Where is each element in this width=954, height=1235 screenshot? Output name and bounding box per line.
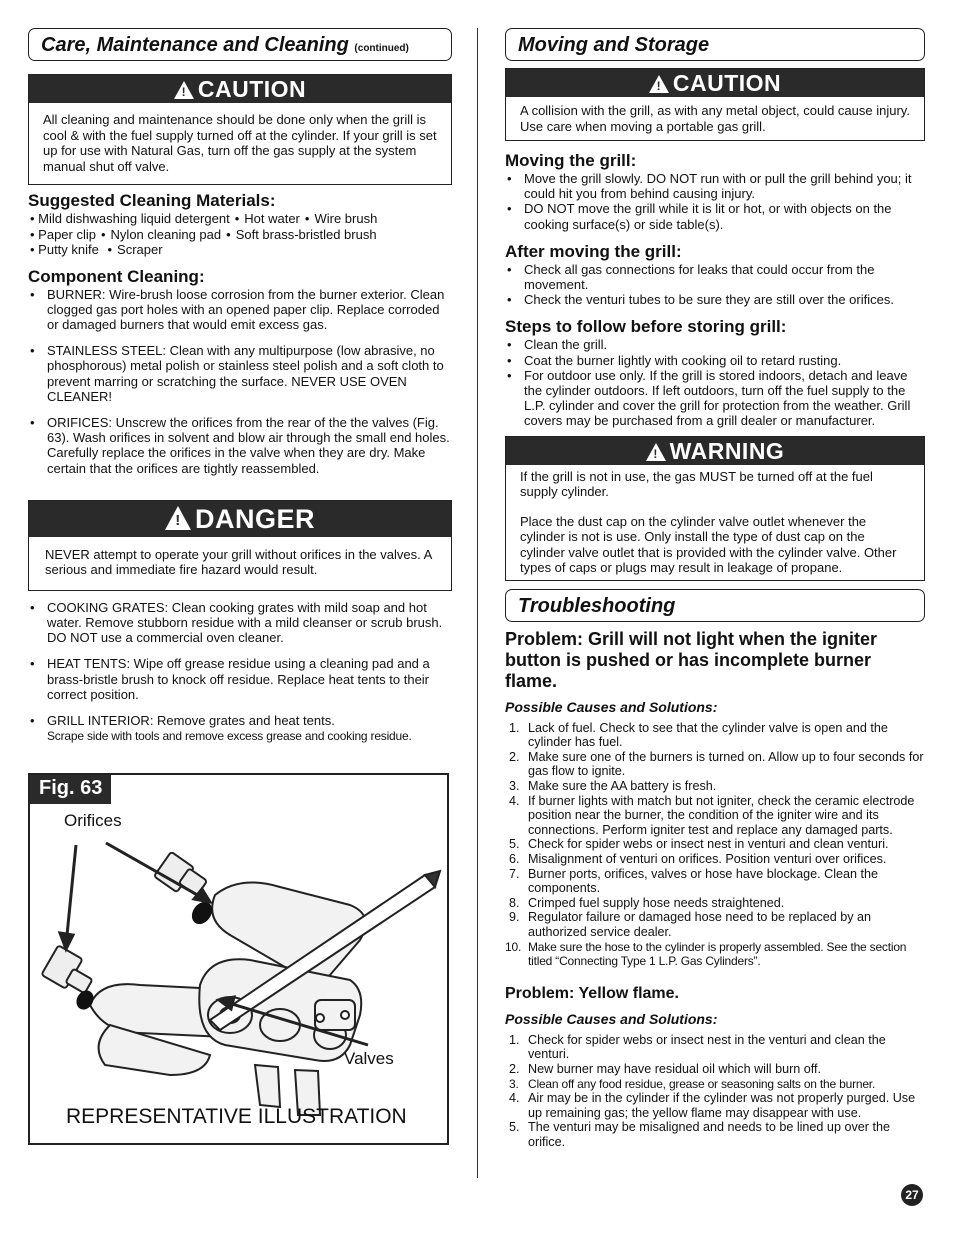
materials-list	[28, 211, 452, 258]
list-text: New burner may have residual oil which will burn off.	[528, 1061, 822, 1076]
warning-bar: !WARNING	[506, 437, 924, 465]
warning-box	[505, 436, 925, 581]
more-cleaning-list	[28, 600, 452, 745]
materials-heading: Suggested Cleaning Materials:	[28, 191, 276, 210]
list-number: 2.	[509, 749, 520, 764]
list-number: 2.	[509, 1061, 520, 1076]
materials-row: • Mild dishwashing liquid detergent • Hot water • Wire brush	[30, 211, 378, 226]
list-number: 9.	[509, 910, 520, 925]
list-number: 7.	[509, 866, 520, 881]
list-text: Air may be in the cylinder if the cylinder was not properly purged. Use up remaining gas; the yellow flame may disappear with use.	[528, 1091, 916, 1120]
list-item	[505, 910, 925, 939]
caution-text: All cleaning and maintenance should be done only when the grill is cool & with the fuel supply turned off at the cylinder. If your grill is set up for use with Natural Gas, turn off the gas supply at the system manual shut off valve.	[43, 112, 437, 174]
moving-heading: Moving the grill:	[505, 151, 637, 170]
list-number: 5.	[509, 1120, 520, 1135]
list-item	[505, 779, 925, 794]
caution-box-moving	[505, 68, 925, 141]
troubleshooting-header: Troubleshooting	[505, 589, 925, 622]
list-item: • Check the venturi tubes to be sure they are still over the orifices.	[505, 292, 925, 307]
list-item: • Coat the burner lightly with cooking oil to retard rusting.	[505, 353, 925, 368]
list-text: Regulator failure or damaged hose need to be replaced by an authorized service dealer.	[528, 910, 872, 939]
list-item	[505, 750, 925, 779]
list-text: Make sure one of the burners is turned on. Allow up to four seconds for gas flow to ignite.	[528, 749, 924, 779]
list-item: • GRILL INTERIOR: Remove grates and heat tents. Scrape side with tools and remove excess grease and cooking residue.	[28, 713, 452, 744]
list-number: 3.	[509, 1076, 519, 1091]
list-item	[505, 1062, 925, 1077]
list-item: • DO NOT move the grill while it is lit or hot, or with objects on the cooking surface(s) or side table(s).	[505, 201, 925, 231]
problem-1-list	[505, 721, 925, 969]
list-item: • COOKING GRATES: Clean cooking grates with mild soap and hot water. Remove stubborn residue with a mild cleanser or scrub brush. DO NOT use a commercial oven cleaner.	[28, 600, 452, 646]
list-text: Clean off any food residue, grease or seasoning salts on the burner.	[528, 1076, 876, 1091]
list-item: • BURNER: Wire-brush loose corrosion from the burner exterior. Clean clogged gas port holes with an opened paper clip. Replace corroded or damaged burners that would emit excess gas.	[28, 287, 452, 333]
danger-bar: !DANGER	[29, 501, 451, 537]
list-text: Burner ports, orifices, valves or hose have blockage. Clean the components.	[528, 866, 879, 896]
list-number: 5.	[509, 837, 520, 852]
list-item: • Move the grill slowly. DO NOT run with or pull the grill behind you; it could hit you from behind causing injury.	[505, 171, 925, 201]
storing-heading: Steps to follow before storing grill:	[505, 317, 787, 337]
warning-triangle-icon	[165, 506, 191, 530]
component-heading: Component Cleaning:	[28, 266, 205, 286]
figure-caption: REPRESENTATIVE ILLUSTRATION	[66, 1105, 407, 1128]
warning-text: If the grill is not in use, the gas MUST be turned off at the fuel supply cylinder. Place the dust cap on the cylinder valve outlet whenever the cylinder is not is use. Only install the type of dust cap on the cylinder valve outlet that is provided with the cylinder valve. Other types of caps or plugs may result in leakage of propane.	[520, 468, 897, 576]
list-item	[505, 794, 925, 838]
warning-triangle-icon	[649, 75, 669, 93]
list-item	[505, 1091, 925, 1120]
list-item	[505, 1077, 925, 1092]
list-item: • For outdoor use only. If the grill is stored indoors, detach and leave the cylinder outdoors. If left outdoors, turn off the fuel supply to the L.P. cylinder and cover the grill for protection from the weather. Grill covers may be purchased from a grill dealer or manufacturer.	[505, 368, 925, 429]
list-item	[505, 837, 925, 852]
list-item	[505, 867, 925, 896]
valve-illustration	[30, 775, 447, 1143]
list-text: If burner lights with match but not igniter, check the ceramic electrode position near the burner, the condition of the igniter wire and its connections. Perform igniter test and replace any damaged parts.	[528, 793, 915, 837]
column-divider	[477, 28, 478, 1178]
list-number: 3.	[509, 779, 520, 794]
continued-label: (continued)	[354, 43, 409, 54]
list-text: Make sure the hose to the cylinder is properly assembled. See the section titled “Connecting Type 1 L.P. Gas Cylinders”.	[528, 939, 907, 969]
list-text: Check for spider webs or insect nest in venturi and clean venturi.	[528, 837, 889, 852]
list-number: 4.	[509, 1091, 520, 1106]
list-number: 8.	[509, 895, 520, 910]
list-item: • STAINLESS STEEL: Clean with any multipurpose (low abrasive, no phosphorous) metal polish or stainless steel polish and a soft cloth to prevent marring or scratching the surface. NEVER USE OVEN CLEANER!	[28, 343, 452, 404]
causes-heading: Possible Causes and Solutions:	[505, 698, 718, 715]
caution-bar: !CAUTION	[506, 69, 924, 97]
caution-text: A collision with the grill, as with any metal object, could cause injury. Use care when moving a portable gas grill.	[520, 103, 910, 134]
list-item: • Check all gas connections for leaks that could occur from the movement.	[505, 262, 925, 292]
list-number: 1.	[509, 720, 520, 735]
materials-row: • Putty knife • Scraper	[30, 242, 163, 257]
list-text: Crimped fuel supply hose needs straightened.	[528, 895, 785, 910]
list-text: Check for spider webs or insect nest in the venturi and clean the venturi.	[528, 1032, 886, 1062]
page-number: 27	[901, 1184, 923, 1206]
danger-text: NEVER attempt to operate your grill without orifices in the valves. A serious and immediate fire hazard would result.	[45, 546, 432, 578]
list-text: The venturi may be misaligned and needs to be lined up over the orifice.	[528, 1120, 890, 1149]
list-item	[505, 1120, 925, 1149]
valves-label: Valves	[344, 1049, 394, 1068]
caution-box-cleaning	[28, 74, 452, 185]
list-number: 6.	[509, 851, 520, 866]
orifices-label: Orifices	[64, 811, 122, 830]
causes-heading: Possible Causes and Solutions:	[505, 1010, 718, 1027]
left-column	[28, 28, 452, 1128]
component-list	[28, 287, 452, 476]
list-text: Make sure the AA battery is fresh.	[528, 779, 717, 794]
problem-1-heading: Problem: Grill will not light when the igniter button is pushed or has incomplete burner flame.	[505, 628, 878, 691]
problem-2-heading: Problem: Yellow flame.	[505, 984, 679, 1002]
warning-triangle-icon	[646, 443, 666, 461]
list-item	[505, 940, 925, 969]
warning-triangle-icon	[174, 81, 194, 99]
after-moving-list	[505, 262, 925, 308]
care-section-header: Care, Maintenance and Cleaning (continued)	[28, 28, 452, 61]
storing-list	[505, 337, 925, 428]
after-moving-heading: After moving the grill:	[505, 241, 682, 261]
list-item: • ORIFICES: Unscrew the orifices from the rear of the the valves (Fig. 63). Wash orifices in solvent and blow air through the small end holes. Carefully replace the orifices in the valve when they are dry. Make certain that the orifices are tightly reassembled.	[28, 415, 452, 476]
problem-2-list	[505, 1033, 925, 1150]
list-text: Lack of fuel. Check to see that the cylinder valve is open and the cylinder has fuel.	[528, 720, 888, 750]
materials-row: • Paper clip • Nylon cleaning pad • Soft brass-bristled brush	[30, 226, 377, 242]
list-item	[505, 852, 925, 867]
danger-box	[28, 500, 452, 591]
list-number: 4.	[509, 793, 520, 808]
list-item	[505, 1033, 925, 1062]
list-item	[505, 721, 925, 750]
moving-section-header: Moving and Storage	[505, 28, 925, 61]
list-number: 1.	[509, 1032, 520, 1047]
list-item: • Clean the grill.	[505, 337, 925, 352]
list-item	[505, 896, 925, 911]
list-number: 10.	[505, 939, 522, 954]
caution-bar: !CAUTION	[29, 75, 451, 103]
figure-63	[28, 773, 449, 1145]
moving-list	[505, 171, 925, 232]
figure-tag: Fig. 63	[30, 775, 111, 804]
list-item: • HEAT TENTS: Wipe off grease residue using a cleaning pad and a brass-bristle brush to knock off residue. Replace heat tents to their correct position.	[28, 656, 452, 702]
right-column	[505, 28, 925, 1149]
list-text: Misalignment of venturi on orifices. Position venturi over orifices.	[528, 851, 887, 866]
